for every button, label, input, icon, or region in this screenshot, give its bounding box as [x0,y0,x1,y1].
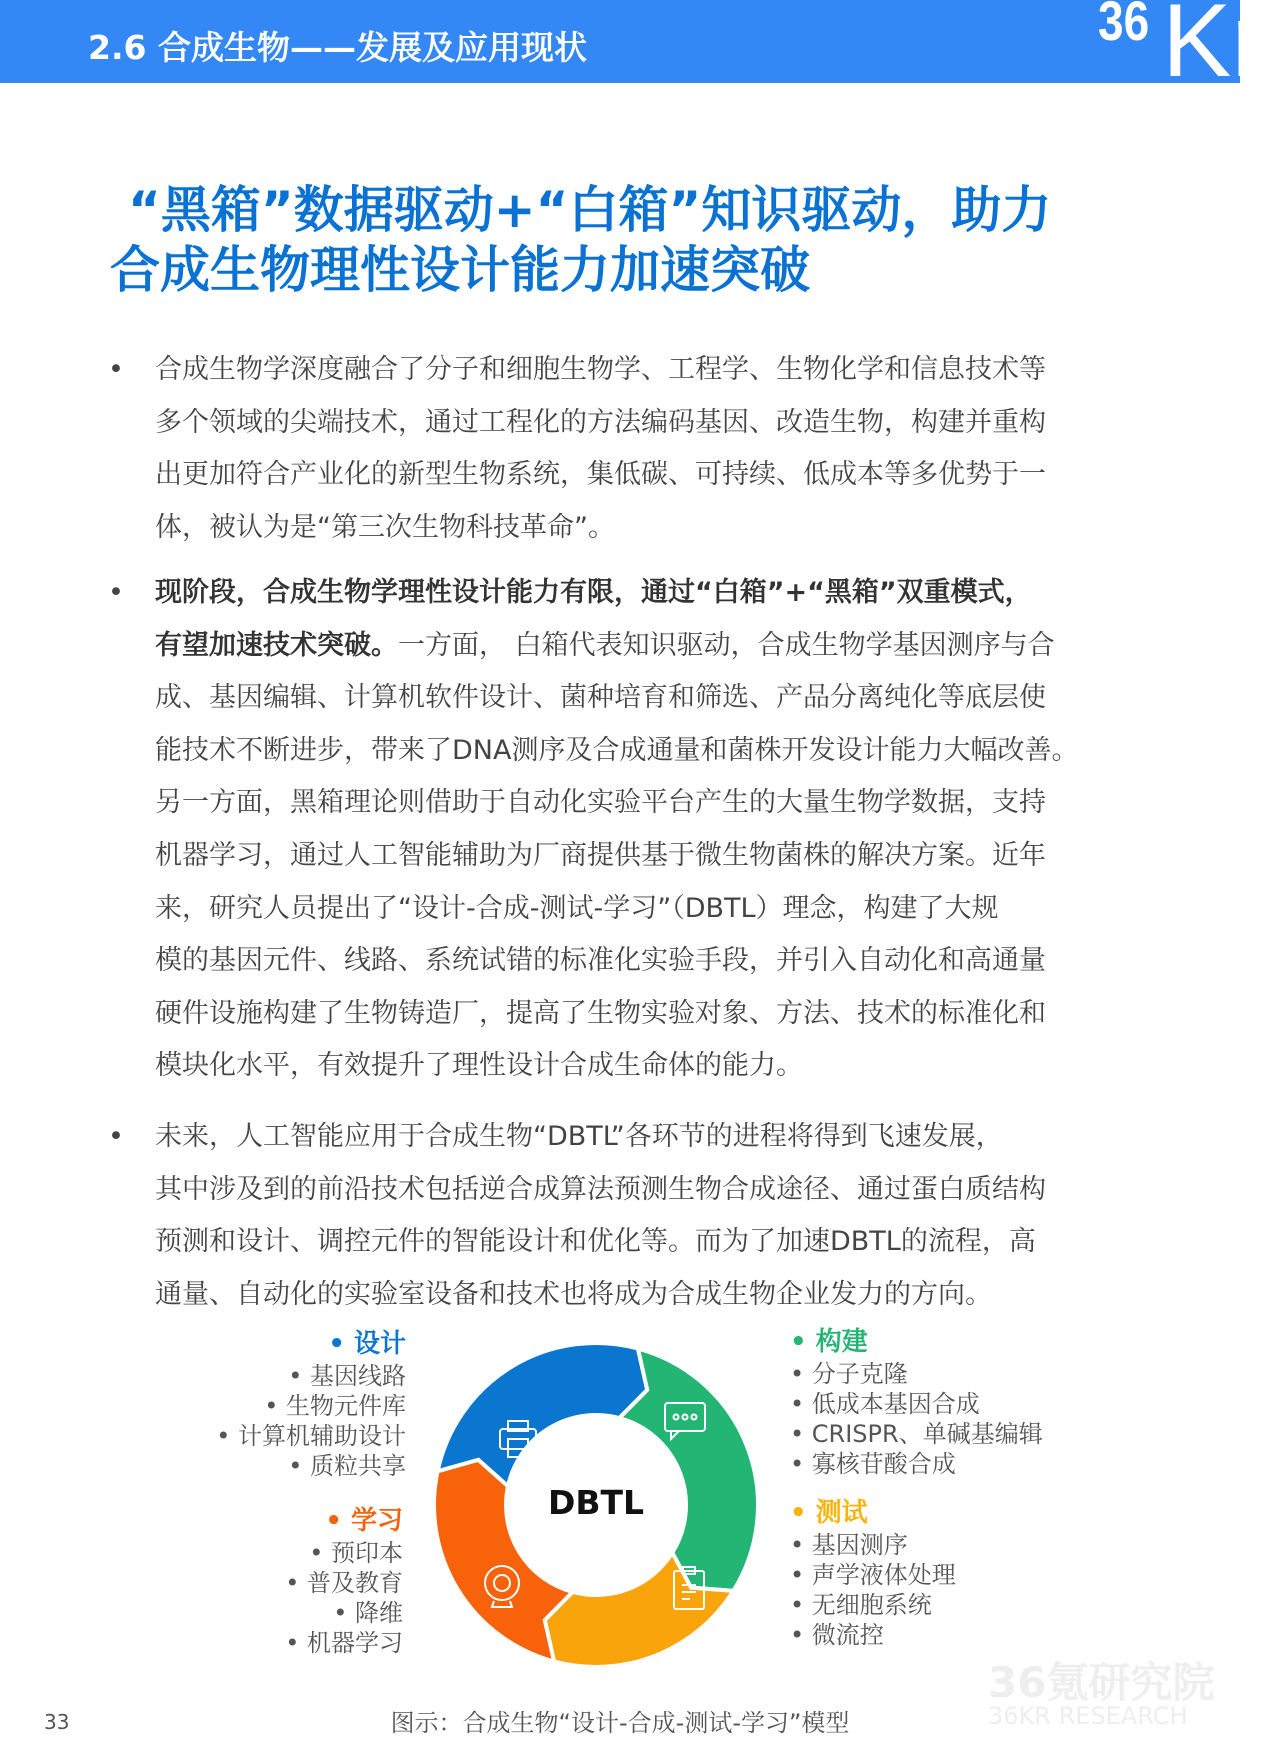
body-text: 其中涉及到的前沿技术包括逆合成算法预测生物合成途径、通过蛋白质结构 [155,1173,1046,1205]
body-text: 硬件设施构建了生物铸造厂，提高了生物实验对象、方法、技术的标准化和 [155,997,1046,1029]
stage-build-title: 构建 [815,1327,868,1357]
stage-item: 计算机辅助设计 [238,1422,406,1450]
stage-item-row [790,1620,884,1650]
bullet-dot: • [790,1591,812,1619]
body-text: 出更加符合产业化的新型生物系统，集低碳、可持续、低成本等多优势于一 [155,459,1046,491]
bullet-dot: • [285,1569,307,1597]
bullet-dot: • [108,1121,124,1152]
bullet-dot: • [790,1498,816,1528]
body-text: 通量、自动化的实验室设备和技术也将成为合成生物企业发力的方向。 [155,1278,992,1310]
body-text: 体，被认为是“第三次生物科技革命”。 [155,511,615,543]
stage-item-row [333,1598,403,1628]
stage-design-title: 设计 [353,1329,406,1359]
stage-item: 无细胞系统 [811,1591,932,1619]
stage-item-row [288,1361,406,1391]
page-number: 33 [44,1710,70,1734]
bullet-dot: • [108,577,124,608]
bullet-dot: • [288,1362,310,1390]
stage-item: 声学液体处理 [811,1561,956,1589]
dbtl-center-label: DBTL [547,1483,645,1522]
body-text: 能技术不断进步，带来了DNA测序及合成通量和菌株开发设计能力大幅改善。 [155,734,1079,766]
stage-item: 普及教育 [307,1569,403,1597]
stage-test-title-row [790,1498,868,1528]
stage-item: 寡核苷酸合成 [811,1450,956,1478]
bullet-dot: • [264,1392,286,1420]
stage-item-row [790,1389,980,1419]
bullet-dot: • [790,1327,816,1357]
body-text: 合成生物学深度融合了分子和细胞生物学、工程学、生物化学和信息技术等 [155,354,1046,385]
stage-learn-title: 学习 [350,1506,403,1536]
bullet-dot: • [108,354,124,385]
stage-item: 预印本 [331,1539,403,1567]
bullet-dot: • [790,1531,812,1559]
stage-item: 基因线路 [310,1362,406,1390]
bullet-dot: • [325,1506,351,1536]
body-text: 成、基因编辑、计算机软件设计、菌种培育和筛选、产品分离纯化等底层使 [155,682,1046,714]
figure-caption: 图示：合成生物“设计-合成-测试-学习”模型 [390,1709,850,1737]
stage-learn-title-row [325,1506,403,1536]
stage-item-row [790,1560,956,1590]
bullet-dot: • [328,1329,354,1359]
stage-item: 微流控 [811,1621,884,1649]
body-text: 未来，人工智能应用于合成生物“DBTL”各环节的进程将得到飞速发展， [155,1121,1003,1152]
stage-item-row [790,1359,908,1389]
bullet-dot: • [285,1629,307,1657]
bullet-dot: • [333,1599,355,1627]
bullet-dot: • [790,1390,812,1418]
bullet-dot: • [790,1420,812,1448]
body-text: 一方面， 白箱代表知识驱动，合成生物学基因测序与合 [398,629,1055,661]
stage-item-row [285,1628,403,1658]
bullet-dot: • [790,1621,812,1649]
stage-item-row [790,1449,956,1479]
title-line-2: 合成生物理性设计能力加速突破 [110,241,810,299]
body-text: 模块化水平，有效提升了理性设计合成生命体的能力。 [155,1050,803,1082]
body-text: 另一方面，黑箱理论则借助于自动化实验平台产生的大量生物学数据，支持 [155,787,1046,819]
stage-item: 降维 [355,1599,403,1627]
body-text: 模的基因元件、线路、系统试错的标准化实验手段，并引入自动化和高通量 [155,945,1046,977]
bullet-dot: • [790,1450,812,1478]
bold-text: 现阶段，合成生物学理性设计能力有限，通过“白箱”+“黑箱”双重模式， [155,577,1032,608]
watermark-sub: 36KR RESEARCH [988,1702,1188,1730]
stage-item: CRISPR、单碱基编辑 [811,1420,1043,1448]
stage-item: 生物元件库 [286,1392,406,1420]
stage-item: 质粒共享 [310,1452,406,1480]
stage-item: 基因测序 [811,1531,908,1559]
body-text: 机器学习，通过人工智能辅助为厂商提供基于微生物菌株的解决方案。近年 [155,840,1046,871]
stage-build-title-row [790,1327,868,1357]
stage-item-row [216,1421,406,1451]
stage-item-row [790,1590,932,1620]
stage-test-title: 测试 [815,1498,868,1528]
bullet-dot: • [216,1422,238,1450]
body-text: 来，研究人员提出了“设计-合成-测试-学习”（DBTL）理念，构建了大规 [155,892,999,924]
section-title: 2.6 合成生物——发展及应用现状 [88,28,587,67]
bullet-dot: • [309,1539,331,1567]
watermark: 36氪研究院 [988,1658,1215,1707]
stage-item-row [285,1568,403,1598]
stage-item-row [264,1391,406,1421]
stage-item-row [309,1538,403,1568]
bullet-dot: • [790,1561,812,1589]
bold-text: 有望加速技术突破。 [155,629,398,661]
bullet-dot: • [790,1360,812,1388]
bullet-dot: • [288,1452,310,1480]
36kr-logo: 36 Kr [1098,0,1266,99]
body-text: 多个领域的尖端技术，通过工程化的方法编码基因、改造生物，构建并重构 [155,406,1046,438]
stage-item: 分子克隆 [811,1360,908,1388]
stage-item-row [288,1451,406,1481]
stage-design-title-row [328,1329,406,1359]
stage-item-row [790,1419,1043,1449]
body-text: 预测和设计、调控元件的智能设计和优化等。而为了加速DBTL的流程，高 [155,1226,1036,1258]
title-line-1: “黑箱”数据驱动+“白箱”知识驱动，助力 [128,181,1052,239]
stage-item: 低成本基因合成 [811,1390,980,1418]
stage-item-row [790,1530,908,1560]
stage-item: 机器学习 [307,1629,403,1657]
